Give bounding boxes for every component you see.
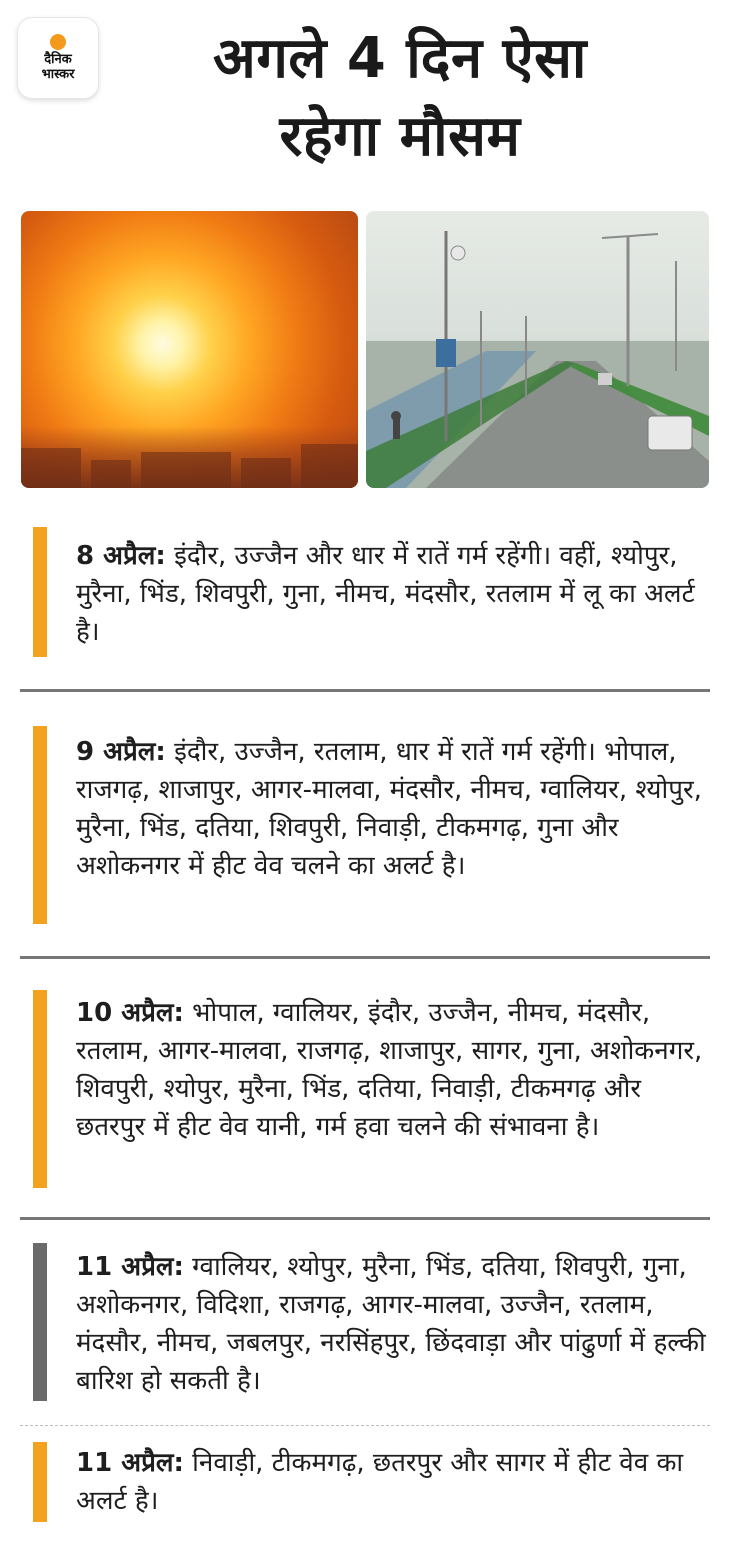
alert-text: निवाड़ी, टीकमगढ़, छतरपुर और सागर में हीट वेव का अलर्ट है। bbox=[76, 1448, 684, 1516]
alert-accent-bar bbox=[33, 1442, 47, 1522]
building-silhouette bbox=[241, 458, 291, 488]
building-silhouette bbox=[91, 460, 131, 488]
sun-photo bbox=[21, 211, 358, 488]
alert-date: 9 अप्रैल: bbox=[76, 737, 166, 767]
sun-logo-icon bbox=[50, 34, 66, 50]
title-line-2: रहेगा मौसम bbox=[279, 104, 521, 169]
divider bbox=[20, 689, 710, 692]
alert-9-april bbox=[76, 733, 712, 885]
alert-text: ग्वालियर, श्योपुर, मुरैना, भिंड, दतिया, शिवपुरी, गुना, अशोकनगर, विदिशा, राजगढ़, आगर-मालवा, उज्जैन, रतलाम, मंदसौर, नीमच, जबलपुर, नरसिंहपुर, छिंदवाड़ा और पांढुर्णा में हल्की बारिश हो सकती है। bbox=[76, 1252, 706, 1396]
alert-11-april-heatwave bbox=[76, 1444, 712, 1520]
logo-text-line1: दैनिक bbox=[44, 52, 72, 67]
alert-8-april bbox=[76, 537, 712, 651]
road-photo bbox=[366, 211, 709, 488]
alert-accent-bar bbox=[33, 726, 47, 924]
road-scene bbox=[366, 211, 709, 488]
logo-text-line2: भास्कर bbox=[41, 67, 75, 82]
dotted-divider bbox=[20, 1425, 710, 1426]
building-silhouette bbox=[141, 452, 231, 488]
page-title bbox=[120, 20, 680, 176]
alert-accent-bar bbox=[33, 990, 47, 1188]
title-line-1: अगले 4 दिन ऐसा bbox=[213, 26, 587, 91]
alert-11-april-rain bbox=[76, 1248, 712, 1400]
building-silhouette bbox=[21, 448, 81, 488]
dainik-bhaskar-logo bbox=[18, 18, 98, 98]
building-silhouette bbox=[301, 444, 358, 488]
alert-text: भोपाल, ग्वालियर, इंदौर, उज्जैन, नीमच, मंदसौर, रतलाम, आगर-मालवा, राजगढ़, शाजापुर, सागर, गुना, अशोकनगर, शिवपुरी, श्योपुर, मुरैना, भिंड, दतिया, निवाड़ी, टीकमगढ़ और छतरपुर में हीट वेव यानी, गर्म हवा चलने की संभावना है। bbox=[76, 998, 703, 1142]
alert-date: 11 अप्रैल: bbox=[76, 1252, 184, 1282]
alert-10-april bbox=[76, 994, 712, 1146]
alert-date: 8 अप्रैल: bbox=[76, 541, 166, 571]
alert-date: 11 अप्रैल: bbox=[76, 1448, 184, 1478]
alert-text: इंदौर, उज्जैन, रतलाम, धार में रातें गर्म रहेंगी। भोपाल, राजगढ़, शाजापुर, आगर-मालवा, मंदसौर, नीमच, ग्वालियर, श्योपुर, मुरैना, भिंड, दतिया, शिवपुरी, निवाड़ी, टीकमगढ़, गुना और अशोकनगर में हीट वेव चलने का अलर्ट है। bbox=[76, 737, 702, 881]
alert-text: इंदौर, उज्जैन और धार में रातें गर्म रहेंगी। वहीं, श्योपुर, मुरैना, भिंड, शिवपुरी, गुना, नीमच, मंदसौर, रतलाम में लू का अलर्ट है। bbox=[76, 541, 695, 647]
divider bbox=[20, 956, 710, 959]
alert-accent-bar bbox=[33, 527, 47, 657]
divider bbox=[20, 1217, 710, 1220]
alert-date: 10 अप्रैल: bbox=[76, 998, 184, 1028]
alert-accent-bar bbox=[33, 1243, 47, 1401]
